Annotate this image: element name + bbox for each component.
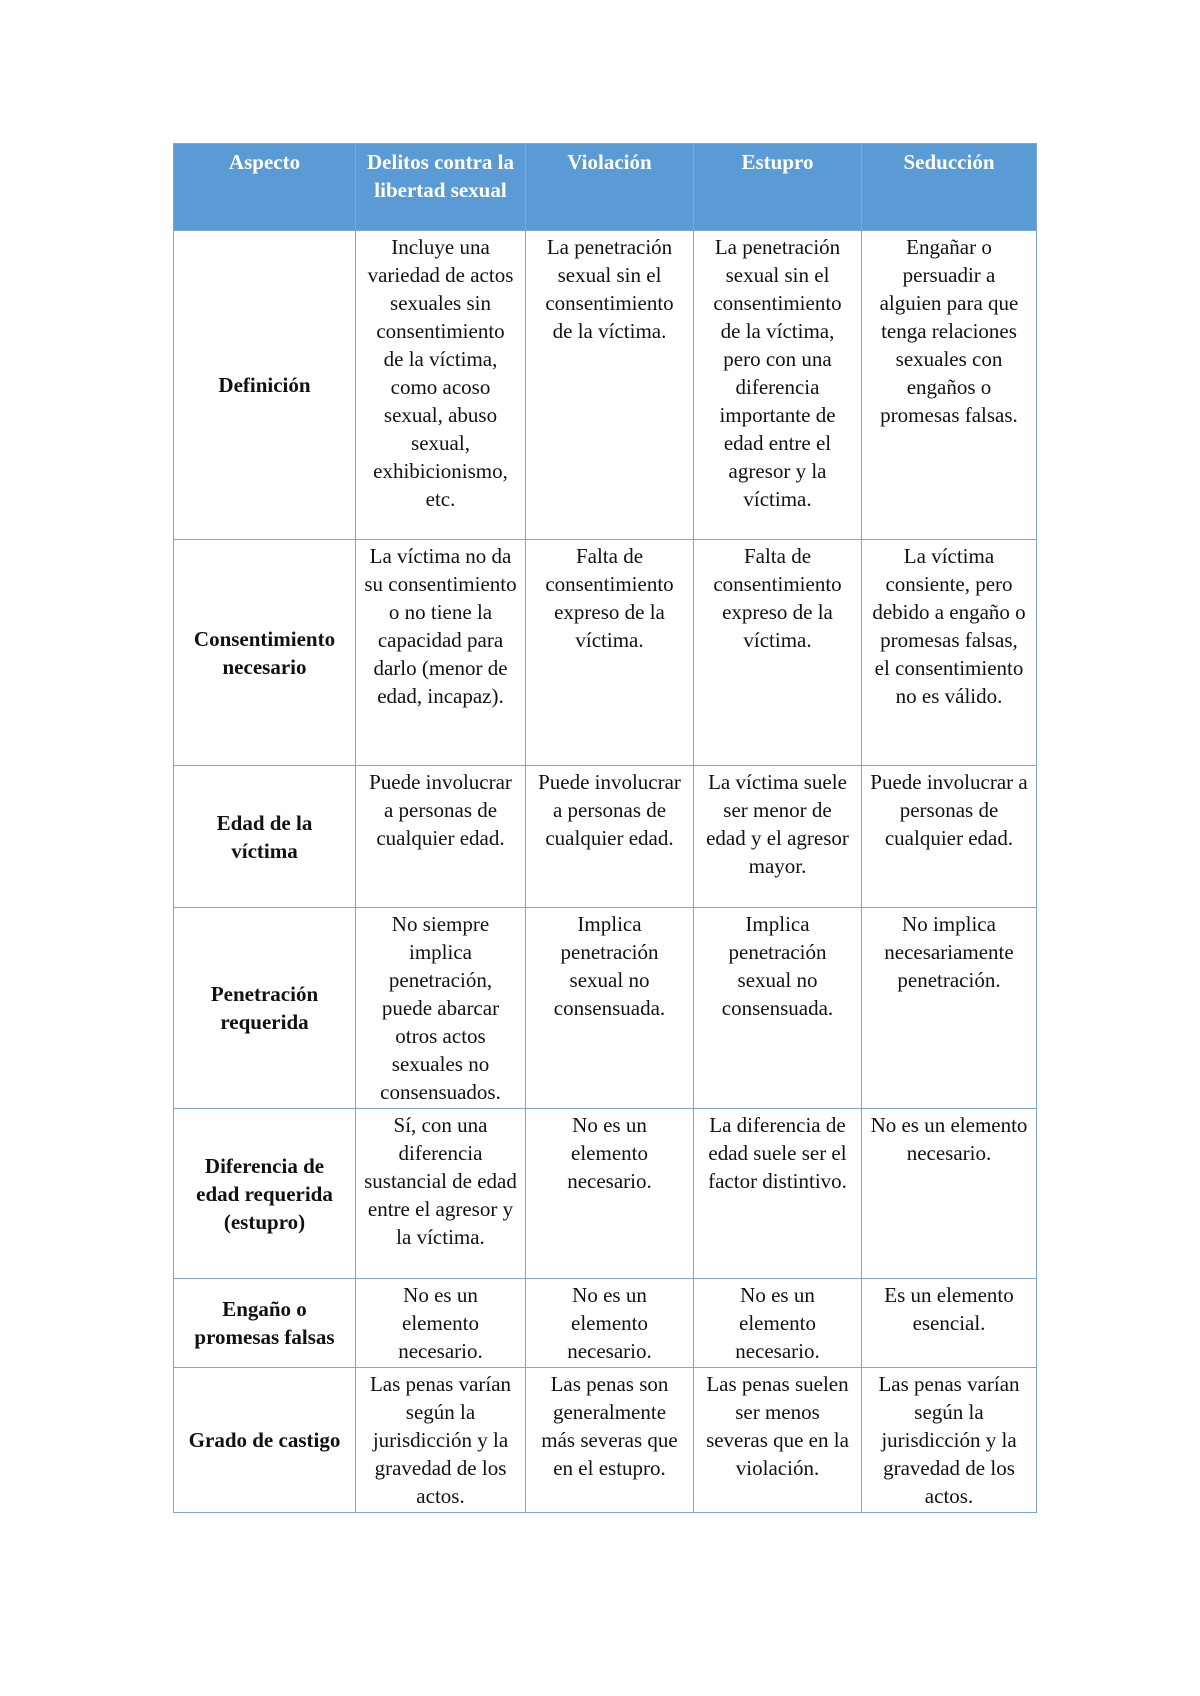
- row-aspect-label: Edad de la víctima: [174, 766, 356, 908]
- table-cell: Puede involucrar a personas de cualquier edad.: [526, 766, 694, 908]
- table-body: [174, 231, 1037, 1513]
- table-row-edad: [174, 766, 1037, 908]
- table-cell: La víctima no da su consentimiento o no tiene la capacidad para darlo (menor de edad, incapaz).: [356, 540, 526, 766]
- table-cell: Puede involucrar a personas de cualquier edad.: [356, 766, 526, 908]
- table-cell: No es un elemento necesario.: [356, 1279, 526, 1368]
- table-cell: No implica necesariamente penetración.: [862, 908, 1037, 1109]
- table-cell: No es un elemento necesario.: [526, 1279, 694, 1368]
- table-cell: Las penas suelen ser menos severas que en la violación.: [694, 1368, 862, 1513]
- table-row-engano: [174, 1279, 1037, 1368]
- table-cell: La víctima suele ser menor de edad y el agresor mayor.: [694, 766, 862, 908]
- table-cell: La víctima consiente, pero debido a engaño o promesas falsas, el consentimiento no es válido.: [862, 540, 1037, 766]
- table-row-castigo: [174, 1368, 1037, 1513]
- table-cell: Las penas son generalmente más severas que en el estupro.: [526, 1368, 694, 1513]
- header-cell-estupro: Estupro: [694, 144, 862, 231]
- table-cell: Las penas varían según la jurisdicción y la gravedad de los actos.: [862, 1368, 1037, 1513]
- table-row-definicion: [174, 231, 1037, 540]
- table-cell: La penetración sexual sin el consentimiento de la víctima.: [526, 231, 694, 540]
- table-cell: Es un elemento esencial.: [862, 1279, 1037, 1368]
- table-cell: La penetración sexual sin el consentimiento de la víctima, pero con una diferencia importante de edad entre el agresor y la víctima.: [694, 231, 862, 540]
- table-cell: Puede involucrar a personas de cualquier edad.: [862, 766, 1037, 908]
- row-aspect-label: Consentimiento necesario: [174, 540, 356, 766]
- row-aspect-label: Definición: [174, 231, 356, 540]
- row-aspect-label: Grado de castigo: [174, 1368, 356, 1513]
- table-cell: Las penas varían según la jurisdicción y la gravedad de los actos.: [356, 1368, 526, 1513]
- header-cell-seduccion: Seducción: [862, 144, 1037, 231]
- table-cell: Falta de consentimiento expreso de la víctima.: [694, 540, 862, 766]
- table-header: [174, 144, 1037, 231]
- table-cell: Incluye una variedad de actos sexuales sin consentimiento de la víctima, como acoso sexual, abuso sexual, exhibicionismo, etc.: [356, 231, 526, 540]
- table-cell: Engañar o persuadir a alguien para que tenga relaciones sexuales con engaños o promesas falsas.: [862, 231, 1037, 540]
- header-cell-delitos: Delitos contra la libertad sexual: [356, 144, 526, 231]
- table-cell: La diferencia de edad suele ser el factor distintivo.: [694, 1109, 862, 1279]
- table-cell: Falta de consentimiento expreso de la víctima.: [526, 540, 694, 766]
- row-aspect-label: Penetración requerida: [174, 908, 356, 1109]
- table-cell: No es un elemento necesario.: [862, 1109, 1037, 1279]
- table-row-penetracion: [174, 908, 1037, 1109]
- header-row: [174, 144, 1037, 231]
- row-aspect-label: Diferencia de edad requerida (estupro): [174, 1109, 356, 1279]
- table-cell: Implica penetración sexual no consensuada.: [694, 908, 862, 1109]
- table-cell: Sí, con una diferencia sustancial de edad entre el agresor y la víctima.: [356, 1109, 526, 1279]
- table-row-diferencia-edad: [174, 1109, 1037, 1279]
- row-aspect-label: Engaño o promesas falsas: [174, 1279, 356, 1368]
- comparison-table: [173, 143, 1037, 1513]
- table-cell: No es un elemento necesario.: [526, 1109, 694, 1279]
- table-cell: Implica penetración sexual no consensuada.: [526, 908, 694, 1109]
- table-row-consentimiento: [174, 540, 1037, 766]
- header-cell-violacion: Violación: [526, 144, 694, 231]
- header-cell-aspecto: Aspecto: [174, 144, 356, 231]
- table-cell: No siempre implica penetración, puede abarcar otros actos sexuales no consensuados.: [356, 908, 526, 1109]
- table-cell: No es un elemento necesario.: [694, 1279, 862, 1368]
